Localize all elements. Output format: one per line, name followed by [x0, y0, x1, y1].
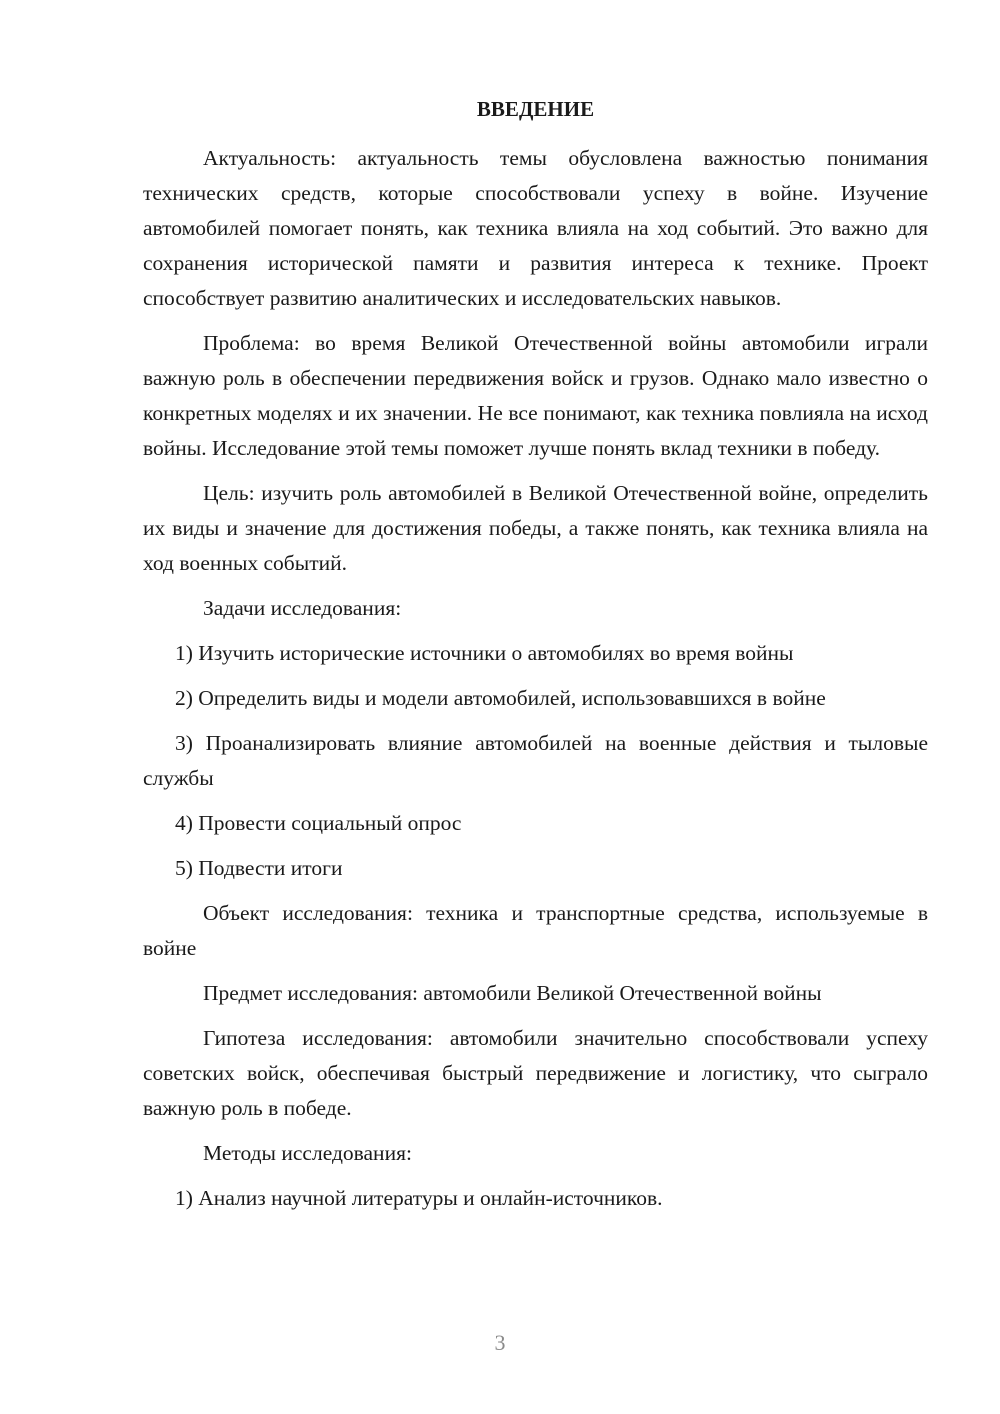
object-paragraph: Объект исследования: техника и транспортные средства, используемые в войне	[143, 901, 928, 960]
page-number: 3	[494, 1330, 506, 1355]
goal-paragraph: Цель: изучить роль автомобилей в Великой Отечественной войне, определить их виды и значение для достижения победы, а также понять, как техника влияла на ход военных событий.	[143, 481, 928, 575]
task-item: 4) Провести социальный опрос	[175, 811, 462, 835]
task-item: 3) Проанализировать влияние автомобилей на военные действия и тыловые службы	[143, 731, 928, 790]
subject-paragraph: Предмет исследования: автомобили Великой Отечественной войны	[203, 981, 822, 1005]
section-title: ВВЕДЕНИЕ	[476, 97, 595, 121]
document-page	[143, 92, 928, 1226]
task-item: 2) Определить виды и модели автомобилей, использовавшихся в войне	[175, 686, 826, 710]
problem-paragraph: Проблема: во время Великой Отечественной войны автомобили играли важную роль в обеспечении передвижения войск и грузов. Однако мало известно о конкретных моделях и их значении. Не все понимают, как техника повлияла на исход войны. Исследование этой темы поможет лучше понять вклад техники в победу.	[143, 331, 928, 460]
relevance-paragraph: Актуальность: актуальность темы обусловлена важностью понимания технических средств, которые способствовали успеху в войне. Изучение автомобилей помогает понять, как техника влияла на ход событий. Это важно для сохранения исторической памяти и развития интереса к технике. Проект способствует развитию аналитических и исследовательских навыков.	[143, 146, 928, 310]
methods-heading: Методы исследования:	[203, 1141, 412, 1165]
hypothesis-paragraph: Гипотеза исследования: автомобили значительно способствовали успеху советских войск, обеспечивая быстрый передвижение и логистику, что сыграло важную роль в победе.	[143, 1026, 928, 1120]
tasks-heading: Задачи исследования:	[203, 596, 402, 620]
method-item: 1) Анализ научной литературы и онлайн-источников.	[175, 1186, 663, 1210]
task-item: 5) Подвести итоги	[175, 856, 343, 880]
task-item: 1) Изучить исторические источники о автомобилях во время войны	[175, 641, 794, 665]
